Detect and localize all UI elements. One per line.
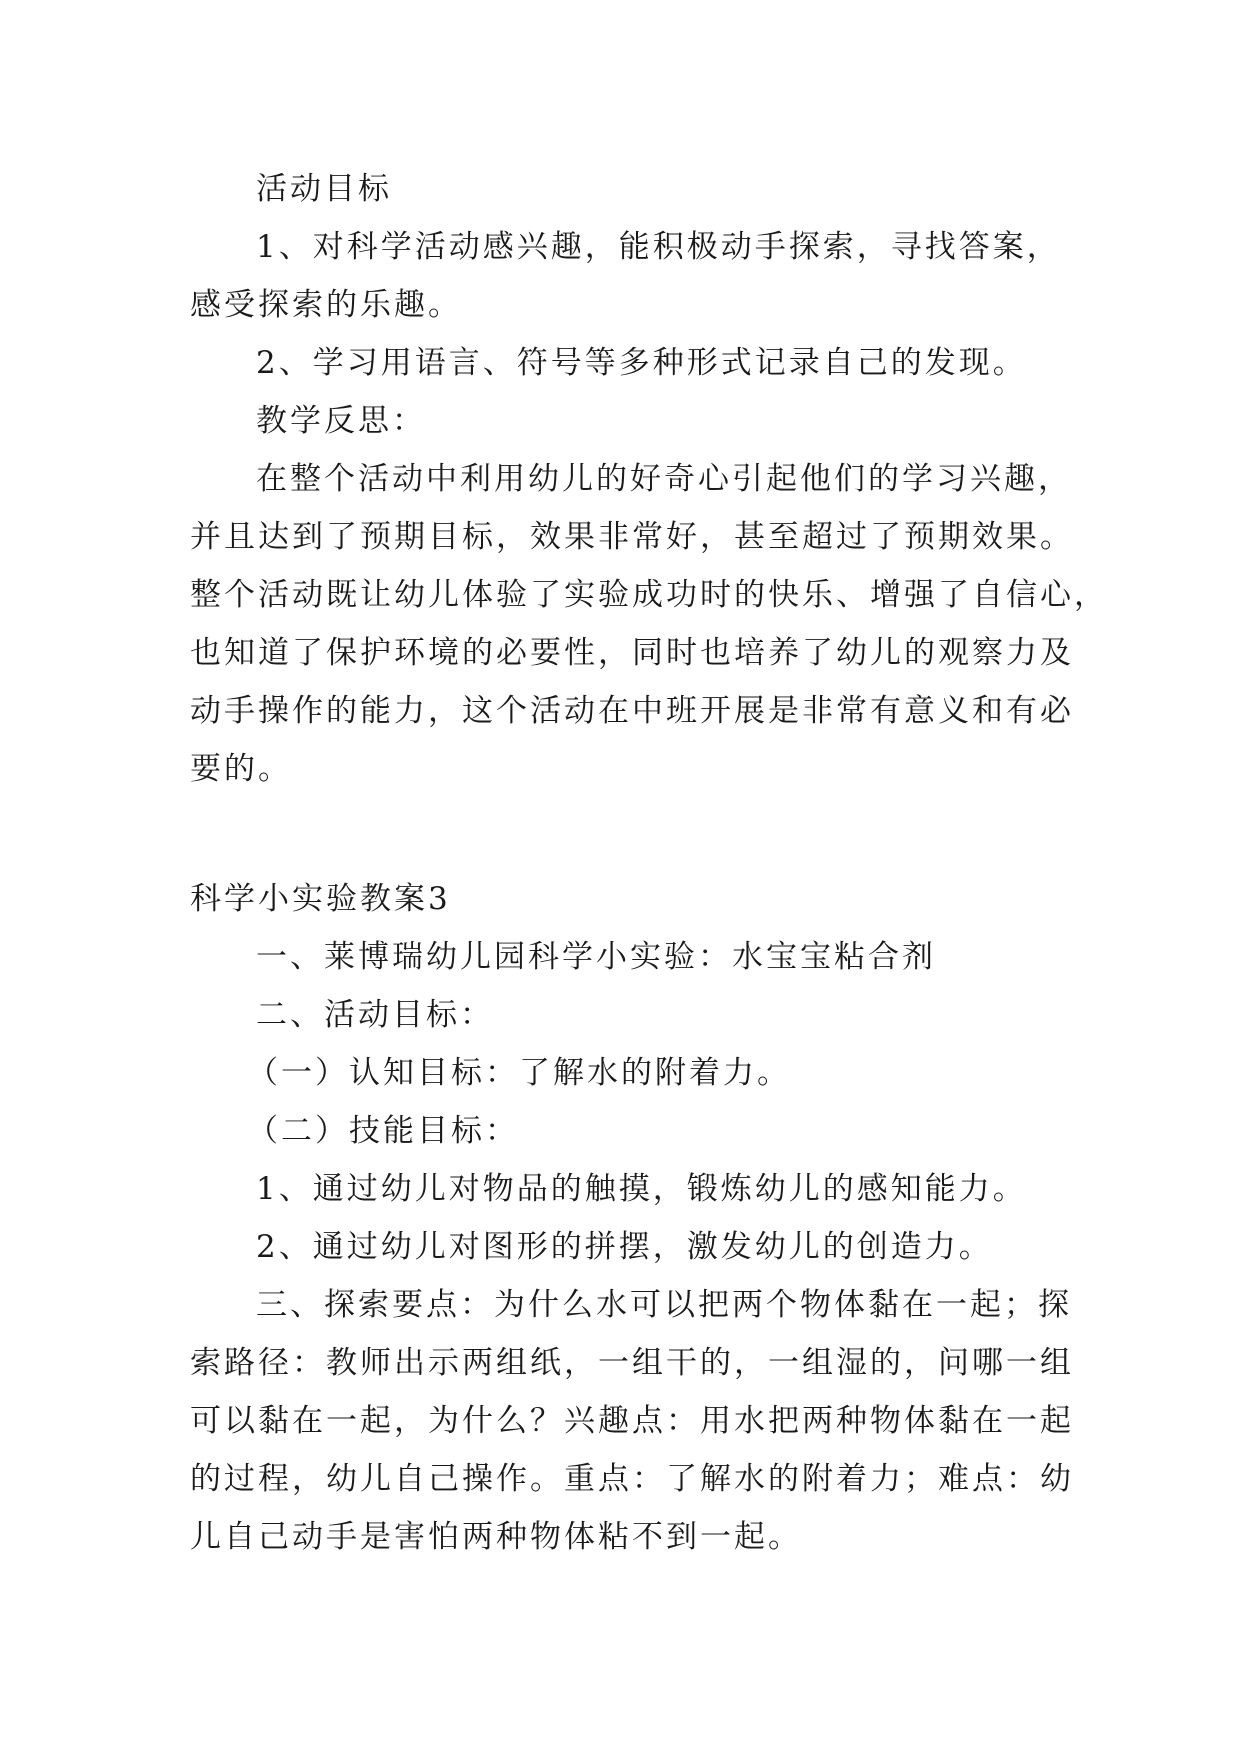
section-title: 科学小实验教案3 (190, 881, 451, 917)
paragraph-line: 一、莱博瑞幼儿园科学小实验：水宝宝粘合剂 (256, 939, 936, 975)
paragraph-line: 并且达到了预期目标，效果非常好，甚至超过了预期效果。 (190, 519, 1074, 555)
paragraph-line: 要的。 (190, 751, 292, 787)
paragraph-line: 1、对科学活动感兴趣，能积极动手探索，寻找答案， (256, 229, 1061, 265)
paragraph-line: 在整个活动中利用幼儿的好奇心引起他们的学习兴趣， (256, 461, 1072, 497)
paragraph-line: （二）技能目标： (247, 1113, 519, 1149)
paragraph-line: 1、通过幼儿对物品的触摸，锻炼幼儿的感知能力。 (256, 1171, 1027, 1207)
paragraph-line: 的过程，幼儿自己操作。重点：了解水的附着力；难点：幼 (190, 1461, 1074, 1497)
paragraph-line: 可以黏在一起，为什么？兴趣点：用水把两种物体黏在一起 (190, 1403, 1074, 1439)
paragraph-line: 动手操作的能力，这个活动在中班开展是非常有意义和有必 (190, 693, 1074, 729)
paragraph-line: 感受探索的乐趣。 (190, 287, 462, 323)
heading-teaching-reflection: 教学反思： (256, 403, 426, 439)
heading-activity-goals: 活动目标 (256, 171, 392, 207)
paragraph-line: 2、通过幼儿对图形的拼摆，激发幼儿的创造力。 (256, 1229, 993, 1265)
paragraph-line: 索路径：教师出示两组纸，一组干的，一组湿的，问哪一组 (190, 1345, 1074, 1381)
paragraph-line: 整个活动既让幼儿体验了实验成功时的快乐、增强了自信心， (190, 577, 1108, 613)
paragraph-line: （一）认知目标：了解水的附着力。 (247, 1055, 791, 1091)
paragraph-line: 儿自己动手是害怕两种物体粘不到一起。 (190, 1519, 802, 1555)
paragraph-line: 二、活动目标： (256, 997, 494, 1033)
paragraph-line: 三、探索要点：为什么水可以把两个物体黏在一起；探 (256, 1287, 1072, 1323)
section-gap (190, 798, 1070, 870)
document-page (190, 160, 1108, 1566)
paragraph-line: 2、学习用语言、符号等多种形式记录自己的发现。 (256, 345, 1027, 381)
paragraph-line: 也知道了保护环境的必要性，同时也培养了幼儿的观察力及 (190, 635, 1074, 671)
